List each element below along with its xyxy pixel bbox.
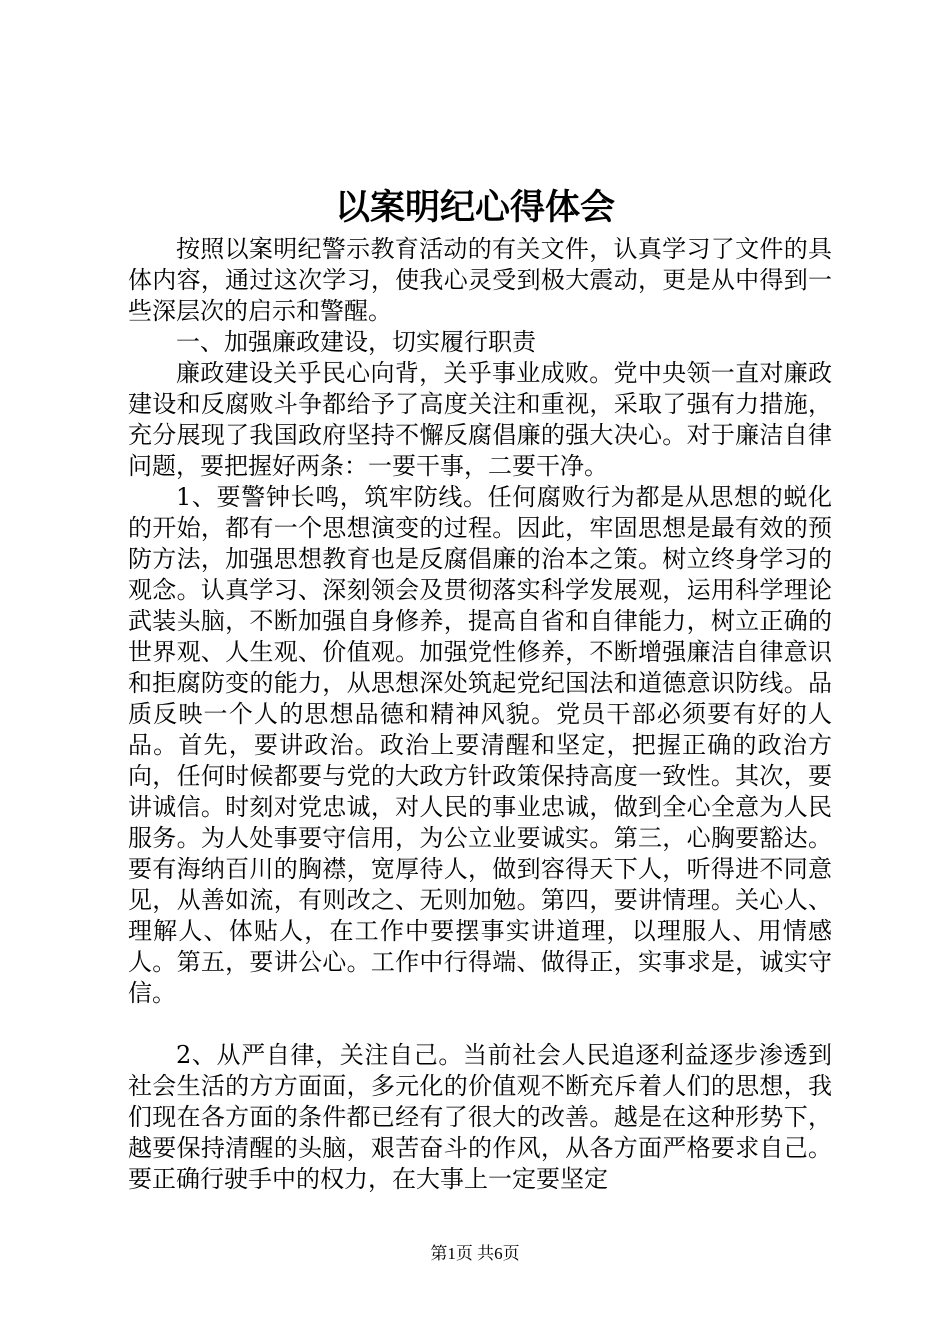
intro-paragraph: 按照以案明纪警示教育活动的有关文件，认真学习了文件的具体内容，通过这次学习，使我心灵受到极大震动，更是从中得到一些深层次的启示和警醒。: [128, 235, 832, 325]
body-paragraph: 2、从严自律，关注自己。当前社会人民追逐利益逐步渗透到社会生活的方方面面，多元化的价值观不断充斥着人们的思想，我们现在各方面的条件都已经有了很大的改善。越是在这种形势下，越要保持清醒的头脑，艰苦奋斗的作风，从各方面严格要求自己。要正确行驶手中的权力，在大事上一定要坚定: [128, 1041, 832, 1193]
document-title: 以案明纪心得体会: [334, 187, 615, 228]
body-paragraph: 1、要警钟长鸣，筑牢防线。任何腐败行为都是从思想的蜕化的开始，都有一个思想演变的过程。因此，牢固思想是最有效的预防方法，加强思想教育也是反腐倡廉的治本之策。树立终身学习的观念。认真学习、深刻领会及贯彻落实科学发展观，运用科学理论武装头脑，不断加强自身修养，提高自省和自律能力，树立正确的世界观、人生观、价值观。加强党性修养，不断增强廉洁自律意识和拒腐防变的能力，从思想深处筑起党纪国法和道德意识防线。品质反映一个人的思想品德和精神风貌。党员干部必须要有好的人品。首先，要讲政治。政治上要清醒和坚定，把握正确的政治方向，任何时候都要与党的大政方针政策保持高度一致性。其次，要讲诚信。时刻对党忠诚，对人民的事业忠诚，做到全心全意为人民服务。为人处事要守信用，为公立业要诚实。第三，心胸要豁达。要有海纳百川的胸襟，宽厚待人，做到容得天下人，听得进不同意见，从善如流，有则改之、无则加勉。第四，要讲情理。关心人、理解人、体贴人，在工作中要摆事实讲道理，以理服人、用情感人。第五，要讲公心。工作中行得端、做得正，实事求是，诚实守信。: [128, 483, 832, 1007]
page-footer: 第1页 共6页: [430, 1244, 520, 1263]
body-paragraph: 廉政建设关乎民心向背，关乎事业成败。党中央领一直对廉政建设和反腐败斗争都给予了高度关注和重视，采取了强有力措施，充分展现了我国政府坚持不懈反腐倡廉的强大决心。对于廉洁自律问题，要把握好两条：一要干事，二要干净。: [128, 359, 832, 480]
section-heading: 一、加强廉政建设，切实履行职责: [176, 328, 536, 356]
document-body: [128, 234, 832, 1195]
